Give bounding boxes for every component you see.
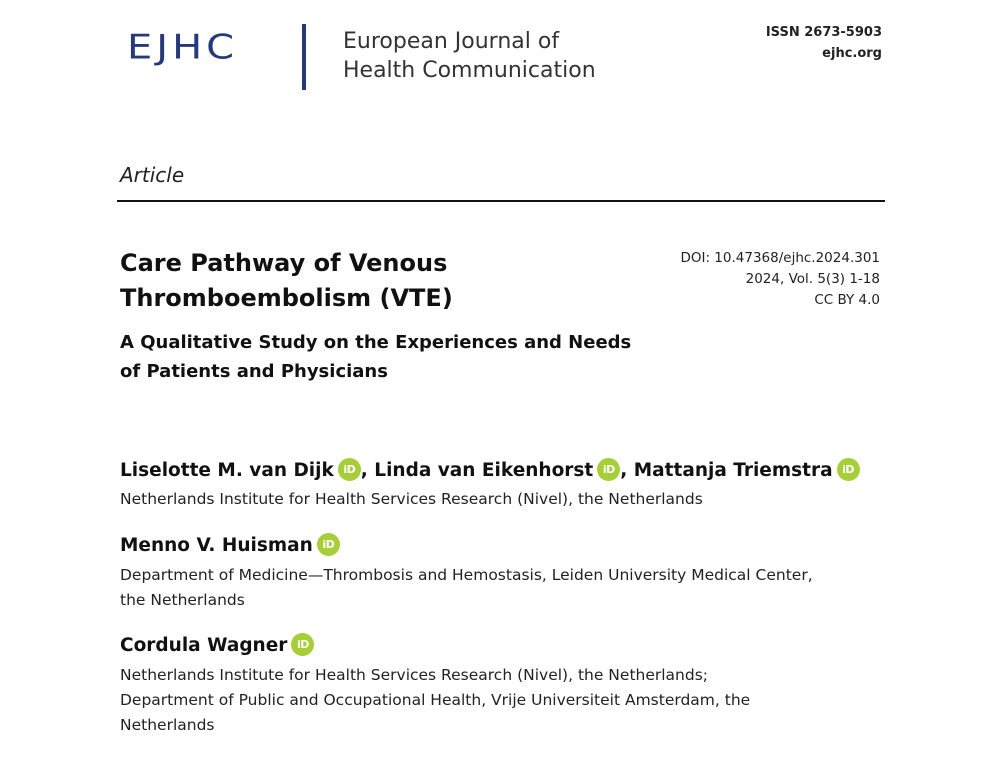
affiliation-3-line2: Department of Public and Occupational Health, Vrije Universiteit Amsterdam, the [120,691,751,709]
journal-name-line1: European Journal of [343,29,560,54]
orcid-icon[interactable]: iD [317,533,340,556]
affiliation-2-line2: the Netherlands [120,591,245,609]
author-name: Mattanja Triemstra [633,460,833,481]
author-separator: , [360,460,368,481]
article-type: Article [120,163,185,187]
affiliation-3 [120,663,880,738]
author-separator: , [620,460,628,481]
orcid-icon[interactable]: iD [291,633,314,656]
author-line-3 [120,633,314,656]
article-title: Care Pathway of Venous Thromboembolism (VTE) [120,249,453,312]
author-name: Liselotte M. van Dijk [120,460,334,481]
orcid-icon[interactable]: iD [597,458,620,481]
header-rule [117,200,885,202]
license: CC BY 4.0 [814,292,880,308]
journal-logo: EJHC [127,28,239,68]
journal-name [343,27,596,85]
affiliation-3-line1: Netherlands Institute for Health Services Research (Nivel), the Netherlands; [120,666,709,684]
author-line-1 [120,458,860,481]
affiliation-1: Netherlands Institute for Health Services Research (Nivel), the Netherlands [120,490,703,508]
affiliation-2 [120,563,880,613]
volume-info: 2024, Vol. 5(3) 1-18 [745,271,880,287]
orcid-icon[interactable]: iD [837,458,860,481]
issn: ISSN 2673-5903 [765,25,882,40]
website: ejhc.org [822,46,882,61]
author-name: Cordula Wagner [120,635,288,656]
author-name: Menno V. Huisman [120,535,313,556]
affiliation-3-line3: Netherlands [120,716,215,734]
article-subtitle: A Qualitative Study on the Experiences and Needs of Patients and Physicians [120,332,632,382]
affiliation-2-line1: Department of Medicine—Thrombosis and Hemostasis, Leiden University Medical Center, [120,566,813,584]
orcid-icon[interactable]: iD [338,458,361,481]
journal-name-line2: Health Communication [343,58,596,83]
logo-divider [302,24,306,90]
article-meta [680,248,880,311]
doi: DOI: 10.47368/ejhc.2024.301 [680,250,880,266]
author-line-2 [120,533,340,556]
author-name: Linda van Eikenhorst [374,460,594,481]
issn-block [766,22,882,64]
